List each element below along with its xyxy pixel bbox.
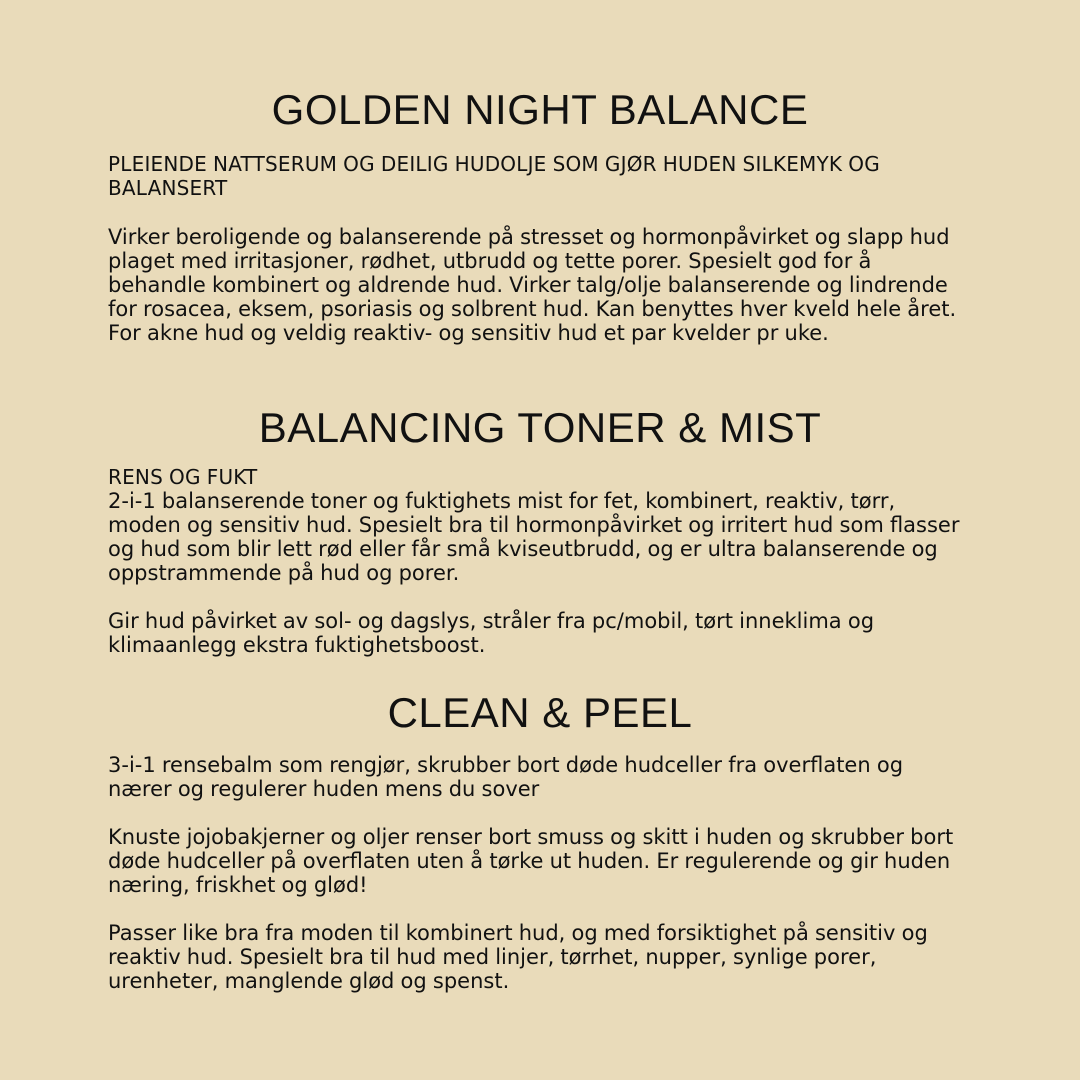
section-subtitle-balancing-toner-mist: RENS OG FUKT: [108, 465, 258, 489]
section-title-balancing-toner-mist: BALANCING TONER & MIST: [258, 404, 822, 451]
section-paragraph-balancing-toner-mist-2: Gir hud påvirket av sol- og dagslys, stråler fra pc/mobil, tørt inneklima og klimaanlegg ekstra fuktighetsboost.: [108, 609, 875, 657]
section-paragraph-clean-peel-1: 3-i-1 rensebalm som rengjør, skrubber bort døde hudceller fra overflaten og nærer og regulerer huden mens du sover: [108, 753, 904, 801]
section-paragraph-clean-peel-2: Knuste jojobakjerner og oljer renser bort smuss og skitt i huden og skrubber bort døde hudceller på overflaten uten å tørke ut huden. Er regulerende og gir huden næring, friskhet og glød!: [108, 825, 954, 897]
section-paragraph-clean-peel-3: Passer like bra fra moden til kombinert hud, og med forsiktighet på sensitiv og reaktiv hud. Spesielt bra til hud med linjer, tørrhet, nupper, synlige porer, urenheter, manglende glød og spenst.: [108, 921, 928, 993]
section-subtitle-golden-night-balance: PLEIENDE NATTSERUM OG DEILIG HUDOLJE SOM GJØR HUDEN SILKEMYK OG BALANSERT: [108, 152, 880, 200]
section-paragraph-balancing-toner-mist-1: 2-i-1 balanserende toner og fuktighets mist for fet, kombinert, reaktiv, tørr, moden og sensitiv hud. Spesielt bra til hormonpåvirket og irritert hud som flasser og hud som blir lett rød eller får små kviseutbrudd, og er ultra balanserende og oppstrammende på hud og porer.: [108, 489, 960, 585]
section-title-clean-peel: CLEAN & PEEL: [387, 689, 693, 736]
section-title-golden-night-balance: GOLDEN NIGHT BALANCE: [271, 86, 809, 133]
section-paragraph-golden-night-balance: Virker beroligende og balanserende på stresset og hormonpåvirket og slapp hud plaget med irritasjoner, rødhet, utbrudd og tette porer. Spesielt god for å behandle kombinert og aldrende hud. Virker talg/olje balanserende og lindrende for rosacea, eksem, psoriasis og solbrent hud. Kan benyttes hver kveld hele året. For akne hud og veldig reaktiv- og sensitiv hud et par kvelder pr uke.: [108, 225, 957, 345]
